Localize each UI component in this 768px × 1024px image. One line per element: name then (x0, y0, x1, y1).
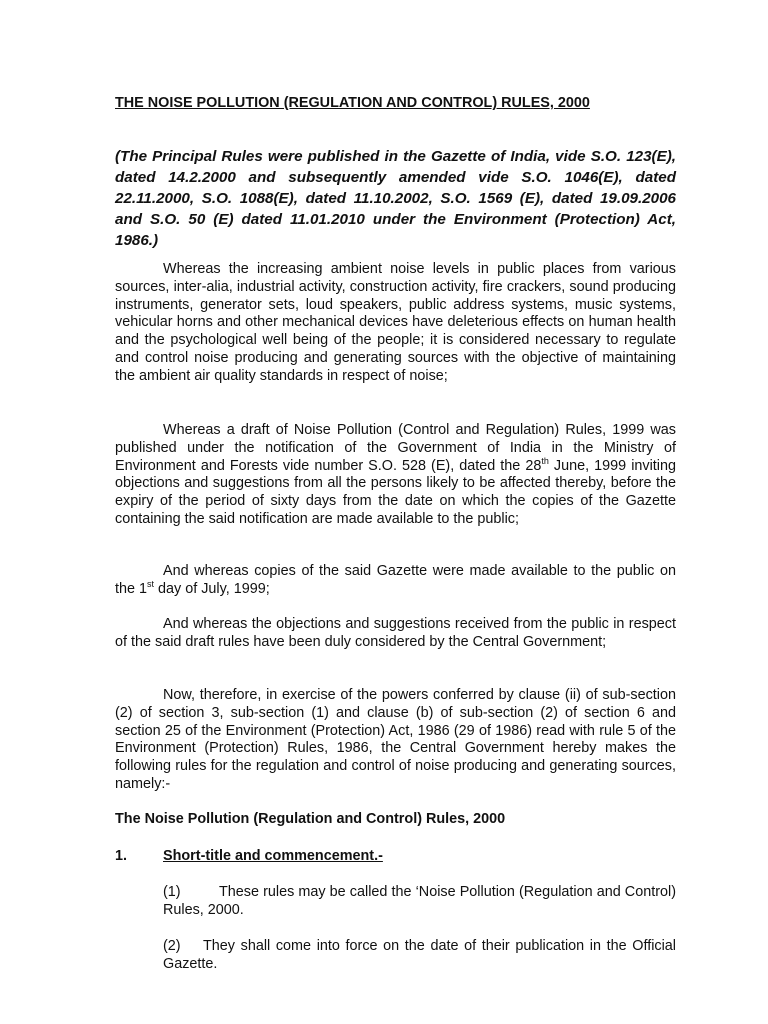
subsection-label: (2) (163, 938, 181, 954)
paragraph-whereas-noise-levels: Whereas the increasing ambient noise levels in public places from various sources, inter-alia, industrial activity, construction activity, fire crackers, sound producing instruments, generator sets, loud speakers, public address systems, music systems, vehicular horns and other mechanical devices have deleterious effects on human health and the psychological well being of the people; it is considered necessary to regulate and control noise producing and generating sources with the objective of maintaining the ambient air quality standards in respect of noise; (115, 261, 676, 384)
paragraph-text: June, 1999 inviting objections and suggestions from all the persons likely to be affected thereby, before the expiry of the period of sixty days from the date on which the copies of the Gazette containing the said notification are made available to the public; (115, 457, 677, 527)
subsection-1 (163, 883, 676, 919)
paragraph-whereas-copies (115, 563, 676, 599)
rules-heading: The Noise Pollution (Regulation and Control) Rules, 2000 (115, 811, 506, 827)
paragraph-whereas-objections: And whereas the objections and suggestions received from the public in respect of the said draft rules have been duly considered by the Central Government; (115, 616, 676, 650)
subsection-label: (1) (163, 884, 181, 900)
subsection-2 (163, 937, 676, 973)
superscript: th (541, 455, 549, 466)
section-number: 1. (115, 848, 128, 864)
subsection-text: These rules may be called the ‘Noise Pollution (Regulation and Control) Rules, 2000. (163, 884, 676, 918)
superscript: st (147, 578, 155, 589)
document-title: THE NOISE POLLUTION (REGULATION AND CONTROL) RULES, 2000 (115, 95, 590, 111)
paragraph-now-therefore: Now, therefore, in exercise of the powers conferred by clause (ii) of sub-section (2) of section 3, sub-section (1) and clause (b) of sub-section (2) of section 6 and section 25 of the Environment (Protection) Act, 1986 (29 of 1986) read with rule 5 of the Environment (Protection) Rules, 1986, the Central Government hereby makes the following rules for the regulation and control of noise producing and generating sources, namely:- (115, 687, 676, 792)
gazette-note: (The Principal Rules were published in the Gazette of India, vide S.O. 123(E), dated 14.2.2000 and subsequently amended vide S.O. 1046(E), dated 22.11.2000, S.O. 1088(E), dated 11.10.2002, S.O. 1569 (E), dated 19.09.2006 and S.O. 50 (E) dated 11.01.2010 under the Environment (Protection) Act, 1986.) (115, 148, 676, 249)
paragraph-text: And whereas copies of the said Gazette were made available to the public on the 1 (115, 563, 676, 597)
section-title: Short-title and commencement.- (163, 848, 383, 864)
paragraph-whereas-draft (115, 422, 676, 529)
paragraph-text: day of July, 1999; (154, 580, 270, 597)
paragraph-text: Whereas a draft of Noise Pollution (Control and Regulation) Rules, 1999 was published under the notification of the Government of India in the Ministry of Environment and Forests vide number S.O. 528 (E), dated the 28 (115, 422, 676, 474)
subsection-text: They shall come into force on the date of their publication in the Official Gazette. (163, 938, 676, 972)
